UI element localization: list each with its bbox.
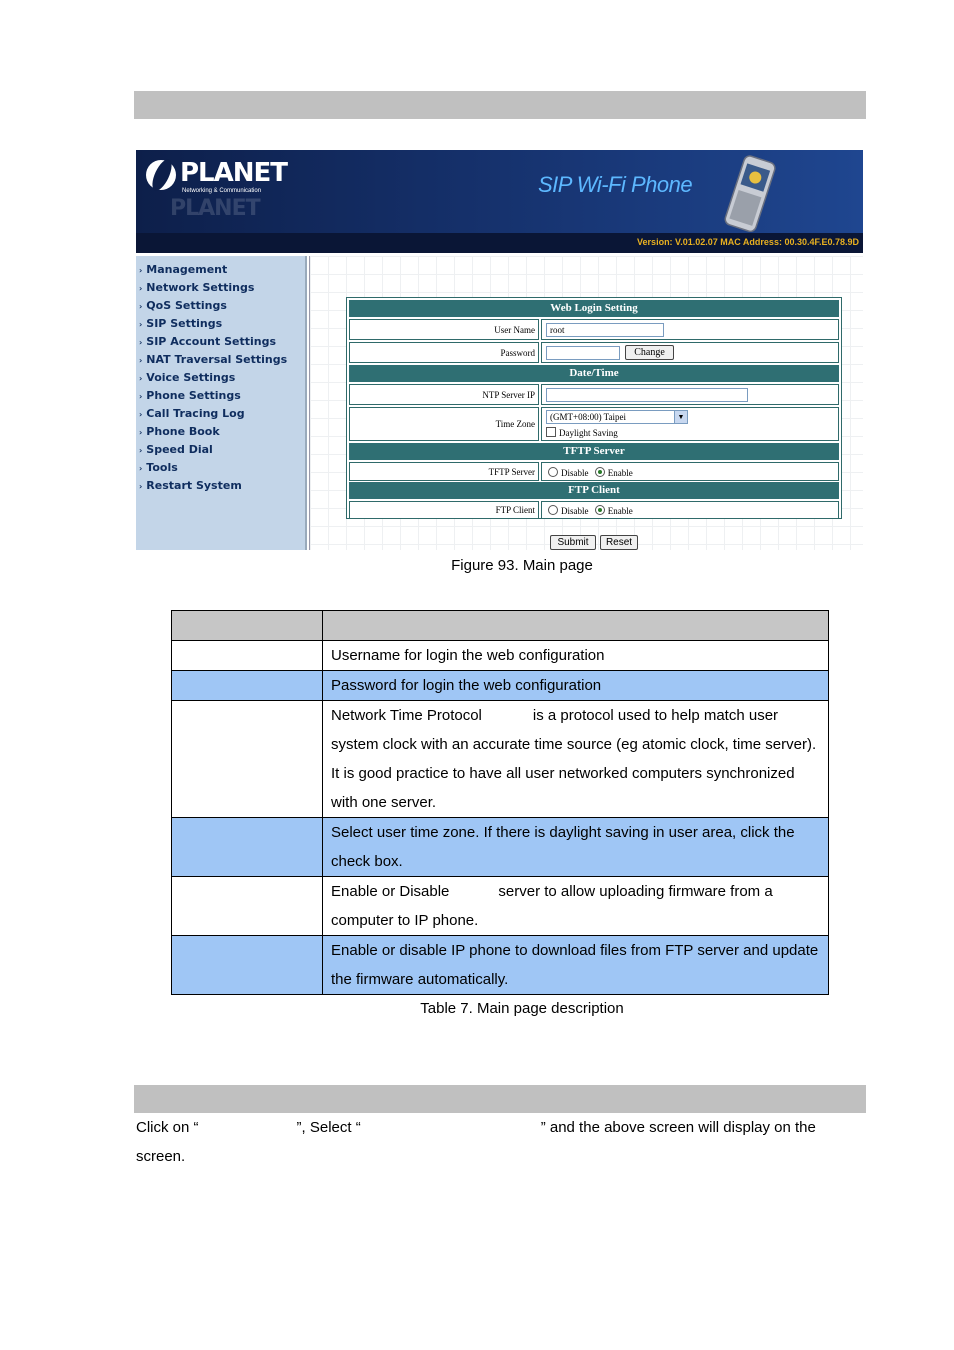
ftp-disable-radio[interactable] xyxy=(548,505,558,515)
product-title: SIP Wi-Fi Phone xyxy=(538,172,693,197)
logo-text: PLANET xyxy=(180,158,288,188)
menu-item-management[interactable]: › Management xyxy=(139,263,228,276)
chevron-right-icon: › xyxy=(139,392,143,401)
menu-item-nat-traversal-settings[interactable]: › NAT Traversal Settings xyxy=(139,353,288,366)
version-text: Version: V.01.02.07 MAC Address: 00.30.4F.E0.78.9D xyxy=(637,237,859,247)
reset-button[interactable]: Reset xyxy=(600,535,638,550)
section-tftp: TFTP Server xyxy=(349,443,839,460)
menu-item-voice-settings[interactable]: › Voice Settings xyxy=(139,371,236,384)
description-table xyxy=(171,610,829,995)
chevron-right-icon: › xyxy=(139,356,143,365)
ntp-server-label: NTP Server IP xyxy=(349,384,539,405)
sidebar-menu xyxy=(136,256,307,550)
ftp-client-label: FTP Client xyxy=(349,501,539,519)
table-cell-description: Enable or Disable server to allow uploading firmware from a computer to IP phone. xyxy=(323,877,829,936)
section-web-login: Web Login Setting xyxy=(349,300,839,317)
user-name-label: User Name xyxy=(349,319,539,340)
daylight-saving-option[interactable]: Daylight Saving xyxy=(546,427,618,438)
ftp-radio-group: Disable Enable xyxy=(548,505,633,516)
menu-item-qos-settings[interactable]: › QoS Settings xyxy=(139,299,227,312)
table-cell-description: Username for login the web configuration xyxy=(323,641,829,671)
section-heading-bar xyxy=(134,1085,866,1113)
chevron-right-icon: › xyxy=(139,302,143,311)
chevron-right-icon: › xyxy=(139,374,143,383)
tftp-server-label: TFTP Server xyxy=(349,462,539,481)
planet-logo-icon xyxy=(146,160,176,190)
header-cell-description xyxy=(323,611,829,641)
version-strip xyxy=(136,233,863,253)
chevron-right-icon: › xyxy=(139,446,143,455)
table-row xyxy=(172,701,829,818)
settings-form xyxy=(346,297,842,519)
table-row xyxy=(172,877,829,936)
change-button[interactable]: Change xyxy=(625,345,674,360)
chevron-right-icon: › xyxy=(139,482,143,491)
chevron-right-icon: › xyxy=(139,464,143,473)
chevron-right-icon: › xyxy=(139,410,143,419)
chevron-down-icon: ▼ xyxy=(674,411,687,423)
ntp-server-input[interactable] xyxy=(546,388,748,402)
menu-item-sip-settings[interactable]: › SIP Settings xyxy=(139,317,223,330)
web-ui-screenshot xyxy=(136,150,863,550)
table-caption: Table 7. Main page description xyxy=(420,1000,624,1017)
user-name-input[interactable]: root xyxy=(546,323,664,337)
figure-caption: Figure 93. Main page xyxy=(451,557,593,574)
table-cell-description: Password for login the web configuration xyxy=(323,671,829,701)
table-cell-description: Select user time zone. If there is daylight saving in user area, click the check box. xyxy=(323,818,829,877)
password-input[interactable] xyxy=(546,346,620,360)
chevron-right-icon: › xyxy=(139,266,143,275)
chevron-right-icon: › xyxy=(139,284,143,293)
tftp-radio-group: Disable Enable xyxy=(548,467,633,478)
row-password xyxy=(349,342,839,363)
menu-item-tools[interactable]: › Tools xyxy=(139,461,178,474)
menu-item-call-tracing-log[interactable]: › Call Tracing Log xyxy=(139,407,245,420)
table-row xyxy=(172,671,829,701)
time-zone-label: Time Zone xyxy=(349,407,539,441)
logo-reflection: PLANET xyxy=(170,196,260,221)
row-tftp-server xyxy=(349,462,839,481)
table-header-row xyxy=(172,611,829,641)
menu-item-phone-book[interactable]: › Phone Book xyxy=(139,425,220,438)
time-zone-select[interactable]: (GMT+08:00) Taipei ▼ xyxy=(546,410,688,424)
tftp-disable-radio[interactable] xyxy=(548,467,558,477)
row-time-zone xyxy=(349,407,839,441)
menu-item-restart-system[interactable]: › Restart System xyxy=(139,479,242,492)
chevron-right-icon: › xyxy=(139,428,143,437)
phone-icon xyxy=(716,154,786,232)
section-datetime: Date/Time xyxy=(349,365,839,382)
table-row xyxy=(172,818,829,877)
menu-item-phone-settings[interactable]: › Phone Settings xyxy=(139,389,241,402)
menu-item-speed-dial[interactable]: › Speed Dial xyxy=(139,443,213,456)
menu-item-sip-account-settings[interactable]: › SIP Account Settings xyxy=(139,335,276,348)
row-user-name xyxy=(349,319,839,340)
submit-button[interactable]: Submit xyxy=(550,535,596,550)
daylight-saving-checkbox[interactable] xyxy=(546,427,556,437)
tftp-enable-radio[interactable] xyxy=(595,467,605,477)
section-ftp: FTP Client xyxy=(349,482,839,499)
instruction-paragraph: Click on “ ”, Select “ ” and the above screen will display on the screen. xyxy=(136,1119,816,1165)
row-ntp-server xyxy=(349,384,839,405)
table-row xyxy=(172,641,829,671)
table-cell-description: Enable or disable IP phone to download files from FTP server and update the firmware automatically. xyxy=(323,936,829,995)
logo-subtitle: Networking & Communication xyxy=(182,188,262,194)
section-heading-bar xyxy=(134,91,866,119)
row-ftp-client xyxy=(349,501,839,519)
table-cell-description: Network Time Protocol is a protocol used to help match user system clock with an accurate time source (eg atomic clock, time server). It is good practice to have all user networked computers synchronized with one server. xyxy=(323,701,829,818)
ftp-enable-radio[interactable] xyxy=(595,505,605,515)
content-area xyxy=(309,256,863,550)
chevron-right-icon: › xyxy=(139,320,143,329)
menu-item-network-settings[interactable]: › Network Settings xyxy=(139,281,255,294)
planet-logo xyxy=(146,158,288,221)
table-row xyxy=(172,936,829,995)
banner xyxy=(136,150,863,233)
header-cell-object xyxy=(172,611,323,641)
chevron-right-icon: › xyxy=(139,338,143,347)
password-label: Password xyxy=(349,342,539,363)
